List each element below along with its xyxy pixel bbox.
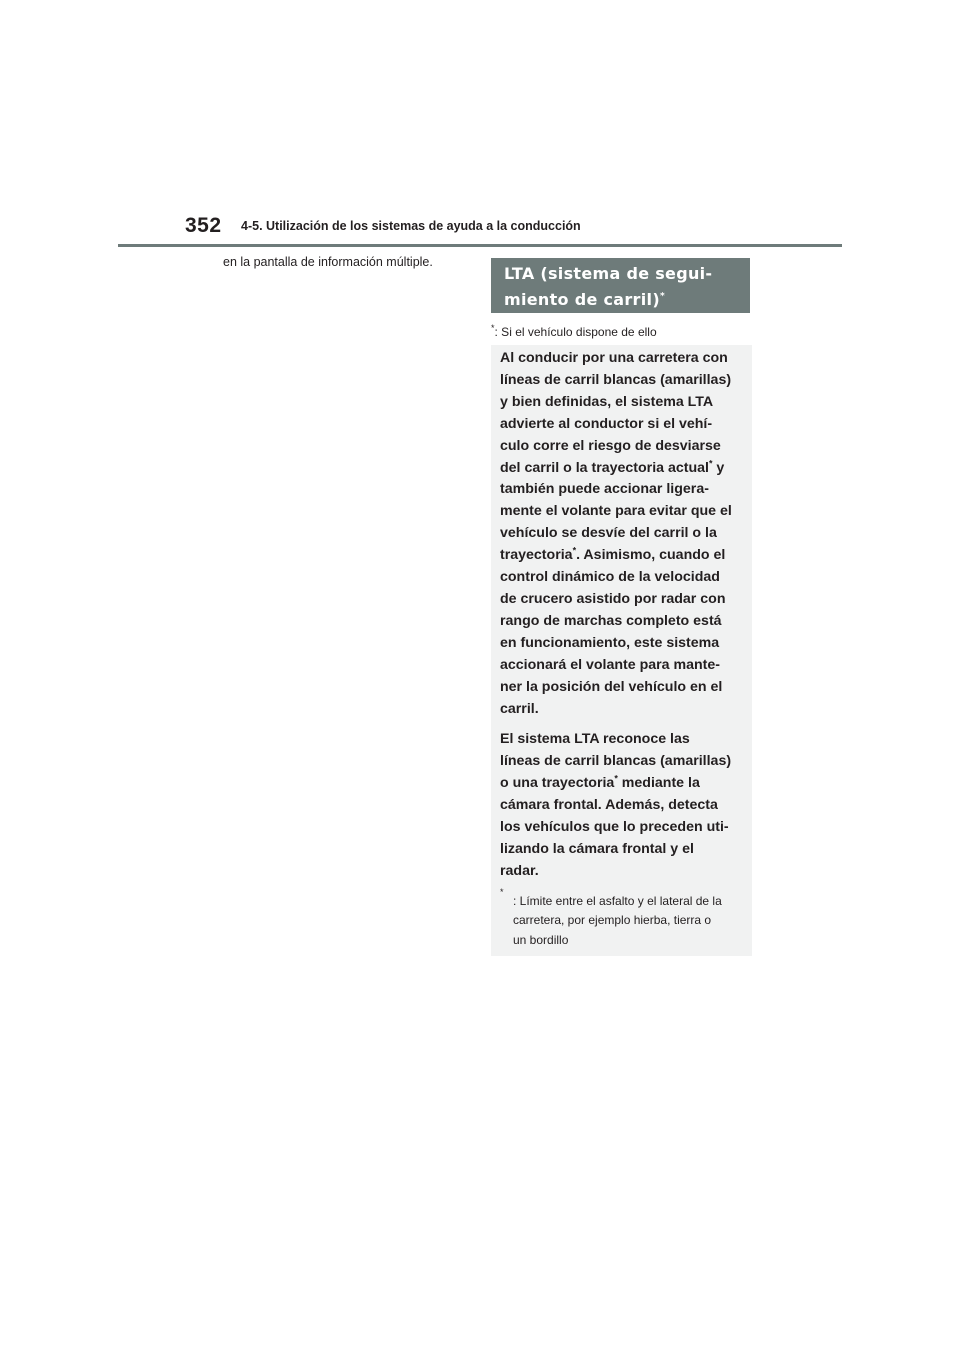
- text-line: los vehículos que lo preceden uti-: [500, 819, 729, 836]
- header-divider: [118, 244, 842, 247]
- text-line: líneas de carril blancas (amarillas): [500, 371, 732, 388]
- section-title-footnote: [491, 325, 657, 339]
- left-column-text: en la pantalla de información múltiple.: [223, 255, 433, 269]
- title-footnote-marker: *: [659, 291, 665, 302]
- footnote-line: un bordillo: [513, 932, 569, 947]
- text-line: también puede accionar ligera-: [500, 481, 709, 498]
- info-box: [491, 345, 752, 956]
- footnote-marker: *: [708, 457, 713, 468]
- page-number: 352: [185, 214, 222, 237]
- section-title-line: [504, 287, 750, 313]
- footnote-marker: *: [491, 323, 495, 333]
- text-line: [500, 773, 744, 795]
- footnote-line: carretera, por ejemplo hierba, tierra o: [513, 913, 712, 928]
- text-line: cámara frontal. Además, detecta: [500, 797, 718, 814]
- text-line: culo corre el riesgo de desviarse: [500, 437, 721, 454]
- text-line: Al conducir por una carretera con: [500, 350, 728, 366]
- text-line: líneas de carril blancas (amarillas): [500, 753, 732, 770]
- text-segment: y: [712, 459, 725, 476]
- text-line: vehículo se desvíe del carril o la: [500, 525, 717, 542]
- text-line: control dinámico de la velocidad: [500, 569, 720, 586]
- footnote-line: : Límite entre el asfalto y el lateral de la: [513, 893, 722, 908]
- footnote-marker: *: [614, 773, 618, 784]
- section-title-line: LTA (sistema de segui-: [504, 264, 713, 283]
- info-paragraph-lta-description: [500, 348, 744, 720]
- info-box-footnote: * : Límite entre el asfalto y el lateral de la carretera, por ejemplo hierba, tierra o un bordillo: [500, 892, 744, 951]
- chapter-title: 4-5. Utilización de los sistemas de ayuda a la conducción: [241, 219, 581, 233]
- text-segment: del carril o la trayectoria actual: [500, 459, 709, 476]
- footnote-text: : Si el vehículo dispone de ello: [494, 325, 657, 339]
- text-line: accionará el volante para mante-: [500, 656, 720, 673]
- text-line: y bien definidas, el sistema LTA: [500, 393, 714, 410]
- text-line: carril.: [500, 700, 539, 717]
- text-segment: o una trayectoria: [500, 775, 615, 792]
- text-line: [500, 545, 744, 567]
- info-paragraph-lta-detection: [500, 729, 744, 882]
- text-line: ner la posición del vehículo en el: [500, 678, 723, 695]
- text-line: radar.: [500, 862, 539, 879]
- section-title-text: miento de carril): [504, 290, 660, 309]
- text-line: en funcionamiento, este sistema: [500, 634, 720, 651]
- text-line: [500, 458, 744, 480]
- text-segment: mediante la: [617, 775, 700, 792]
- section-title-box: [491, 258, 750, 313]
- text-line: lizando la cámara frontal y el: [500, 840, 694, 857]
- text-line: rango de marchas completo está: [500, 612, 722, 629]
- text-line: de crucero asistido por radar con: [500, 590, 726, 607]
- text-line: El sistema LTA reconoce las: [500, 731, 690, 748]
- footnote-marker: *: [572, 545, 577, 556]
- text-segment: . Asimismo, cuando el: [576, 547, 726, 564]
- text-segment: trayectoria: [500, 547, 573, 564]
- text-line: mente el volante para evitar que el: [500, 503, 732, 520]
- text-line: advierte al conductor si el vehí-: [500, 415, 713, 432]
